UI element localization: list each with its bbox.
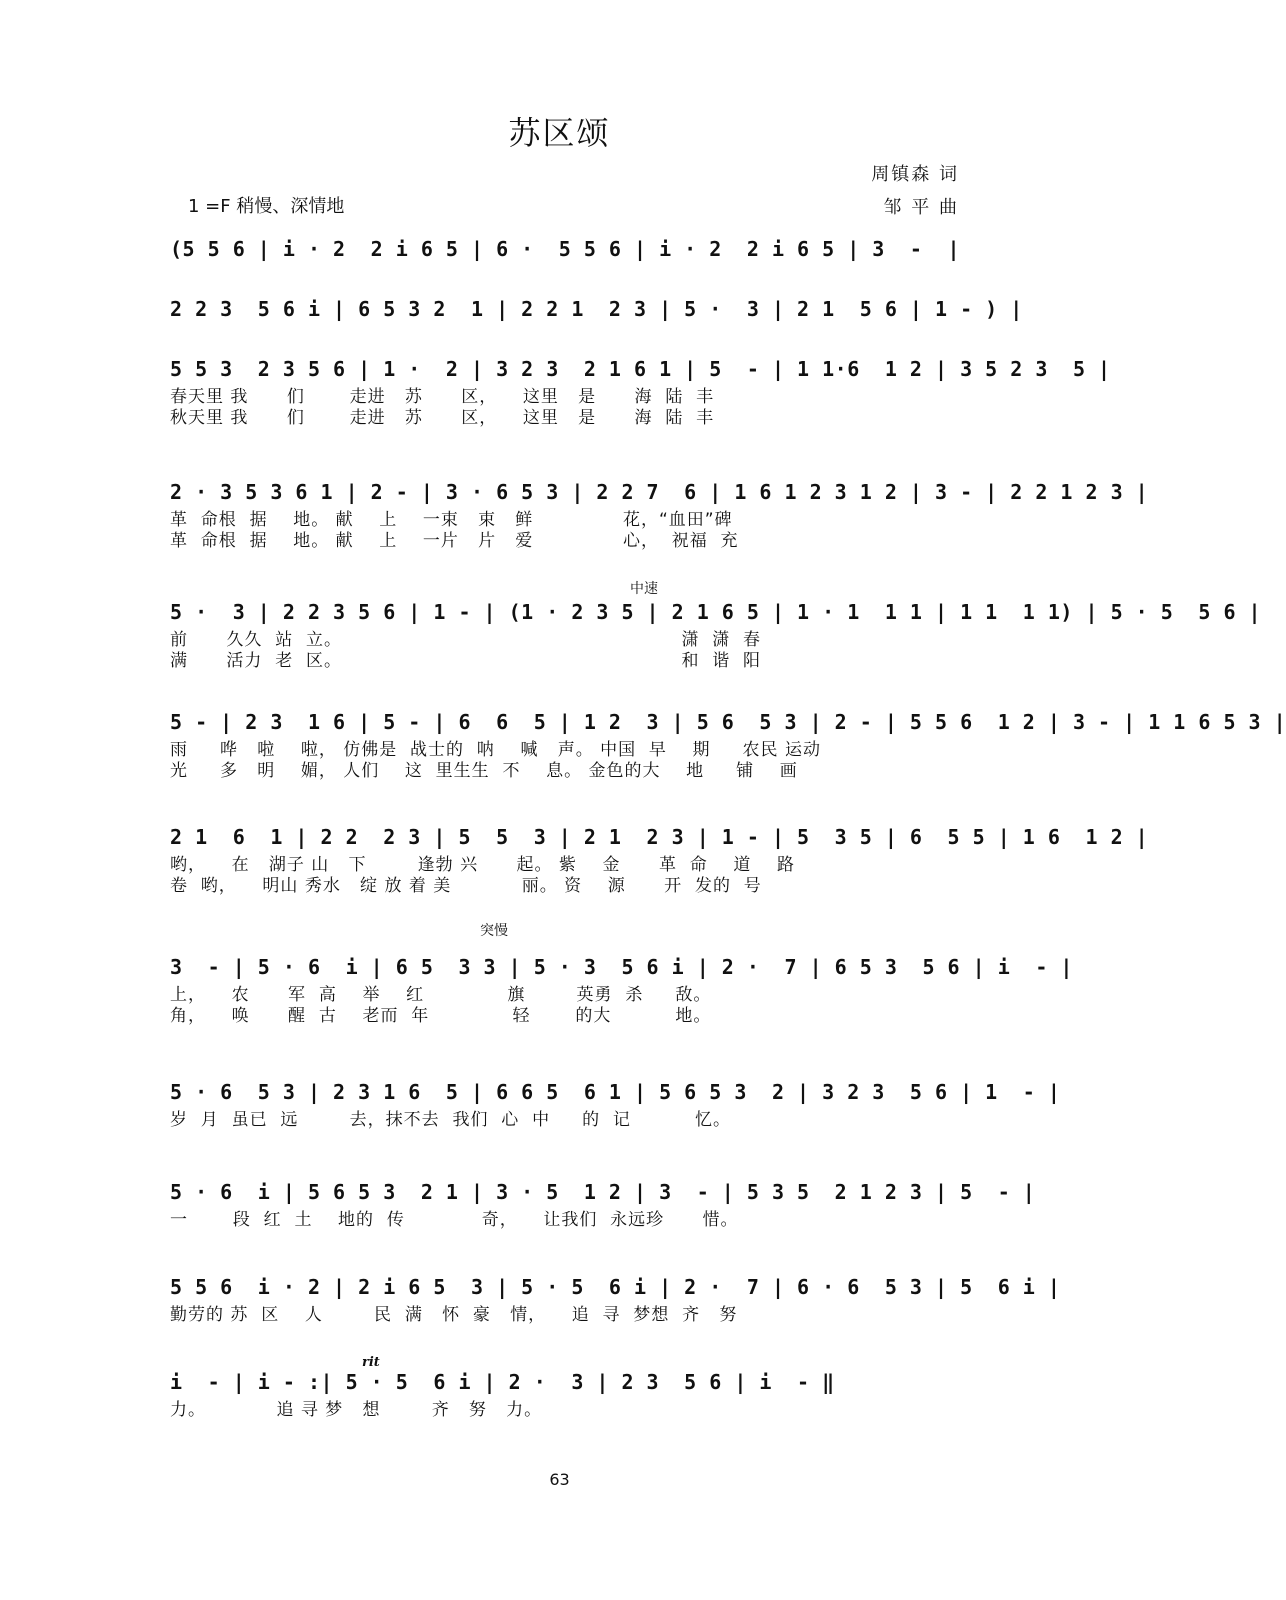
lyric-line: 前 久久 站 立。 潇 潇 春 bbox=[170, 630, 762, 650]
notation-line: 2 1 6 1 | 2 2 2 3 | 5 5 3 | 2 1 2 3 | 1 - | 5 3 5 | 6 5 5 | 1 6 1 2 | bbox=[170, 825, 1149, 849]
lyric-line: 春天里 我 们 走进 苏 区， 这里 是 海 陆 丰 bbox=[170, 387, 715, 407]
lyric-line: 革 命根 据 地。 献 上 一束 束 鲜 花，“血田”碑 bbox=[170, 510, 733, 530]
score-system bbox=[170, 292, 1023, 327]
page-number: 63 bbox=[549, 1470, 570, 1489]
score-system bbox=[170, 352, 1111, 429]
notation-line: (5 5 6 | i · 2 2 i 6 5 | 6 · 5 5 6 | i · 2 2 i 6 5 | 3 - | bbox=[170, 237, 961, 261]
lyric-line: 一 段 红 土 地的 传 奇， 让我们 永远珍 惜。 bbox=[170, 1210, 739, 1230]
score-system bbox=[170, 705, 1286, 782]
lyricist-credit: 周镇森 词 bbox=[871, 164, 959, 185]
tempo-zhongsu: 中速 bbox=[630, 581, 658, 597]
lyric-line: 勤劳的 苏 区 人 民 满 怀 豪 情， 追 寻 梦想 齐 努 bbox=[170, 1305, 738, 1325]
lyric-line: 秋天里 我 们 走进 苏 区， 这里 是 海 陆 丰 bbox=[170, 408, 715, 428]
lyric-line: 满 活力 老 区。 和 谐 阳 bbox=[170, 651, 762, 671]
notation-line: 5 5 6 i · 2 | 2 i 6 5 3 | 5 · 5 6 i | 2 · 7 | 6 · 6 5 3 | 5 6 i | bbox=[170, 1275, 1061, 1299]
lyric-line: 岁 月 虽已 远 去，抹不去 我们 心 中 的 记 忆。 bbox=[170, 1110, 731, 1130]
notation-line: 5 · 6 i | 5 6 5 3 2 1 | 3 · 5 1 2 | 3 - | 5 3 5 2 1 2 3 | 5 - | bbox=[170, 1180, 1036, 1204]
lyric-line: 力。 追 寻 梦 想 齐 努 力。 bbox=[170, 1400, 543, 1420]
score-system bbox=[170, 475, 1149, 552]
song-title: 苏区颂 bbox=[508, 114, 611, 152]
notation-line: i - | i - :| 5 · 5 6 i | 2 · 3 | 2 3 5 6 | i - ‖ bbox=[170, 1370, 835, 1394]
tempo-rit: rit bbox=[362, 1355, 380, 1370]
composer-credit: 邹 平 曲 bbox=[883, 197, 959, 218]
notation-line: 5 · 3 | 2 2 3 5 6 | 1 - | (1 · 2 3 5 | 2 1 6 5 | 1 · 1 1 1 | 1 1 1 1) | 5 · 5 5 6 | bbox=[170, 600, 1262, 624]
notation-line: 5 · 6 5 3 | 2 3 1 6 5 | 6 6 5 6 1 | 5 6 5 3 2 | 3 2 3 5 6 | 1 - | bbox=[170, 1080, 1061, 1104]
notation-line: 5 5 3 2 3 5 6 | 1 · 2 | 3 2 3 2 1 6 1 | 5 - | 1 1·6 1 2 | 3 5 2 3 5 | bbox=[170, 357, 1111, 381]
lyric-line: 角， 唤 醒 古 老而 年 轻 的大 地。 bbox=[170, 1006, 712, 1026]
score-system bbox=[170, 1270, 1061, 1326]
score-system bbox=[170, 1175, 1036, 1231]
key-tempo-marking: 1 =F 稍慢、深情地 bbox=[188, 196, 345, 217]
lyric-line: 卷 哟， 明山 秀水 绽 放 着 美 丽。 资 源 开 发的 号 bbox=[170, 876, 762, 896]
lyric-line: 上， 农 军 高 举 红 旗 英勇 杀 敌。 bbox=[170, 985, 712, 1005]
notation-line: 2 2 3 5 6 i | 6 5 3 2 1 | 2 2 1 2 3 | 5 · 3 | 2 1 5 6 | 1 - ) | bbox=[170, 297, 1023, 321]
notation-line: 3 - | 5 · 6 i | 6 5 3 3 | 5 · 3 5 6 i | 2 · 7 | 6 5 3 5 6 | i - | bbox=[170, 955, 1073, 979]
score-system bbox=[170, 1075, 1061, 1131]
lyric-line: 革 命根 据 地。 献 上 一片 片 爱 心， 祝福 充 bbox=[170, 531, 739, 551]
notation-line: 2 · 3 5 3 6 1 | 2 - | 3 · 6 5 3 | 2 2 7 6 | 1 6 1 2 3 1 2 | 3 - | 2 2 1 2 3 | bbox=[170, 480, 1149, 504]
tempo-tuman: 突慢 bbox=[480, 923, 508, 939]
lyric-line: 雨 哗 啦 啦， 仿佛是 战士的 呐 喊 声。 中国 早 期 农民 运动 bbox=[170, 740, 821, 760]
lyric-line: 光 多 明 媚， 人们 这 里生生 不 息。 金色的大 地 铺 画 bbox=[170, 761, 798, 781]
notation-line: 5 - | 2 3 1 6 | 5 - | 6 6 5 | 1 2 3 | 5 6 5 3 | 2 - | 5 5 6 1 2 | 3 - | 1 1 6 5 3 | bbox=[170, 710, 1286, 734]
score-system bbox=[170, 1365, 960, 1421]
lyric-line: 哟， 在 湖子 山 下 逢勃 兴 起。 紫 金 革 命 道 路 bbox=[170, 855, 795, 875]
score-system bbox=[170, 950, 1073, 1027]
score-system bbox=[170, 595, 1262, 672]
score-system bbox=[170, 232, 960, 267]
score-system bbox=[170, 820, 1149, 897]
